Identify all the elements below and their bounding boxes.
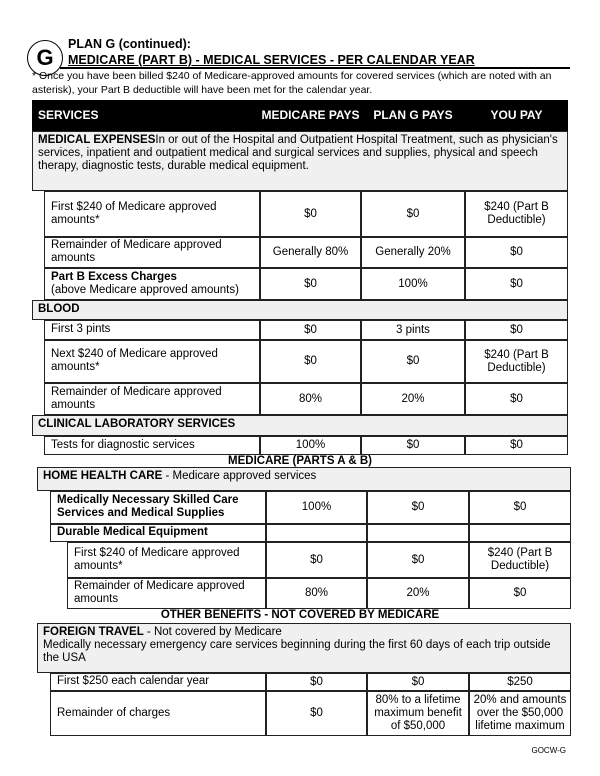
footer-code: GOCW-G: [531, 746, 566, 755]
medicare-cell: 80%: [266, 578, 367, 609]
plan-badge: G: [27, 40, 63, 76]
section-description: - Medicare approved services: [162, 470, 317, 482]
service-label: (above Medicare approved amounts): [51, 283, 239, 296]
medicare-cell: Generally 80%: [260, 237, 361, 268]
plan-cell: $0: [361, 191, 465, 237]
you-cell: $0: [469, 578, 571, 609]
medicare-cell: $0: [266, 691, 367, 736]
you-cell: $250: [469, 673, 571, 691]
service-label: Remainder of Medicare approved amounts: [51, 239, 222, 264]
medicare-cell: $0: [260, 340, 361, 383]
plan-cell: Generally 20%: [361, 237, 465, 268]
service-label: Tests for diagnostic services: [51, 438, 195, 451]
plan-cell: 20%: [361, 383, 465, 415]
deductible-note: * Once you have been billed $240 of Medicare-approved amounts for covered services (which are noted with an asterisk), your Part B deductible will have been met for the calendar year.: [32, 70, 552, 96]
medicare-cell: 80%: [260, 383, 361, 415]
header-services: SERVICES: [32, 100, 260, 131]
plan-cell: $0: [361, 340, 465, 383]
you-cell: $240 (Part B Deductible): [469, 542, 571, 578]
section-title: FOREIGN TRAVEL: [43, 626, 144, 638]
section-header: [37, 623, 571, 673]
you-cell: $0: [465, 237, 568, 268]
service-label-bold: Medically Necessary Skilled Care Services and Medical Supplies: [57, 494, 239, 519]
service-label: Remainder of Medicare approved amounts: [74, 580, 245, 605]
you-cell: $0: [469, 491, 571, 524]
service-cell: [44, 191, 260, 237]
service-label: First $250 each calendar year: [57, 675, 210, 687]
other-benefits-heading: OTHER BENEFITS - NOT COVERED BY MEDICARE: [160, 609, 440, 621]
plan-cell: [367, 524, 469, 542]
service-cell: [44, 268, 260, 300]
medicare-cell: 100%: [260, 436, 361, 455]
service-label: First $240 of Medicare approved amounts*: [51, 200, 217, 226]
service-cell: [44, 436, 260, 455]
you-cell: 20% and amounts over the $50,000 lifetime maximum: [469, 691, 571, 736]
medicare-cell: $0: [260, 268, 361, 300]
service-cell: [44, 237, 260, 268]
you-cell: $0: [465, 436, 568, 455]
header-you-pay: YOU PAY: [465, 100, 568, 131]
you-cell: $0: [465, 320, 568, 340]
you-cell: $240 (Part B Deductible): [465, 340, 568, 383]
service-label-bold: Part B Excess Charges: [51, 270, 177, 283]
section-header: [32, 300, 568, 320]
you-cell: [469, 524, 571, 542]
medicare-cell: $0: [260, 320, 361, 340]
plan-title: PLAN G (continued):: [68, 37, 191, 51]
section-title: BLOOD: [38, 303, 80, 315]
section-description: - Not covered by Medicare: [143, 626, 282, 638]
service-cell: [44, 320, 260, 340]
service-cell: [67, 578, 266, 609]
service-cell: [67, 542, 266, 578]
you-cell: $0: [465, 268, 568, 300]
service-label: First 3 pints: [51, 323, 111, 335]
medicare-cell: $0: [266, 542, 367, 578]
service-cell: [50, 524, 266, 542]
plan-cell: $0: [367, 542, 469, 578]
section-title: CLINICAL LABORATORY SERVICES: [38, 418, 236, 430]
section-title: HOME HEALTH CARE: [43, 470, 163, 482]
section-header: [37, 467, 571, 491]
plan-cell: 20%: [367, 578, 469, 609]
medicare-cell: [266, 524, 367, 542]
service-label: Remainder of Medicare approved amounts: [51, 385, 222, 411]
plan-cell: 80% to a lifetime maximum benefit of $50,000: [367, 691, 469, 736]
service-cell: [50, 691, 266, 736]
header-plan-g-pays: PLAN G PAYS: [361, 100, 465, 131]
plan-cell: 100%: [361, 268, 465, 300]
plan-cell: $0: [367, 673, 469, 691]
section-header: [32, 131, 568, 191]
you-cell: $240 (Part B Deductible): [465, 191, 568, 237]
medicare-cell: 100%: [266, 491, 367, 524]
service-label: Next $240 of Medicare approved amounts*: [51, 348, 218, 373]
service-label: Remainder of charges: [57, 706, 171, 719]
you-cell: $0: [465, 383, 568, 415]
service-cell: [50, 673, 266, 691]
section-description-2: Medically necessary emergency care services beginning during the first 60 days of each trip outside the USA: [43, 639, 551, 664]
service-cell: [50, 491, 266, 524]
section-header: [32, 415, 568, 436]
service-cell: [44, 340, 260, 383]
header-medicare-pays: MEDICARE PAYS: [260, 100, 361, 131]
medicare-cell: $0: [260, 191, 361, 237]
section-description: In or out of the Hospital and Outpatient Hospital Treatment, such as physician's services, inpatient and outpatient medical and surgical services and supplies, physical and speech therapy, diagnostic tests, durable medical equipment.: [38, 134, 558, 172]
service-label-bold: Durable Medical Equipment: [57, 526, 208, 538]
plan-cell: 3 pints: [361, 320, 465, 340]
parts-ab-heading: MEDICARE (PARTS A & B): [228, 455, 372, 467]
section-title: MEDICARE (PART B) - MEDICAL SERVICES - PER CALENDAR YEAR: [68, 53, 475, 67]
plan-cell: $0: [367, 491, 469, 524]
service-cell: [44, 383, 260, 415]
medicare-cell: $0: [266, 673, 367, 691]
plan-cell: $0: [361, 436, 465, 455]
section-title: MEDICAL EXPENSES: [38, 134, 156, 146]
service-label: First $240 of Medicare approved amounts*: [74, 546, 240, 572]
